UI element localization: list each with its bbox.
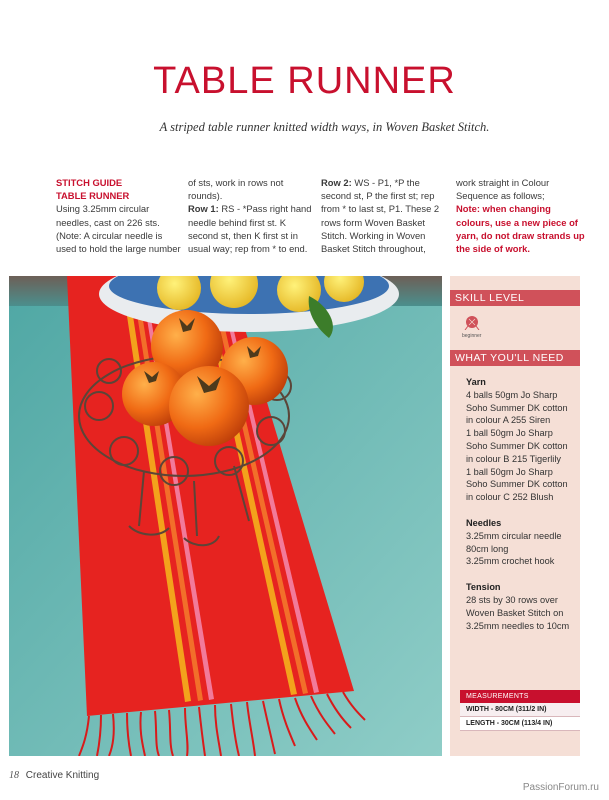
page-subtitle: A striped table runner knitted width ways, in Woven Basket Stitch. xyxy=(159,120,490,134)
row-2-text: WS - P1, *P the second st, P the first st; rep from * to last st, P1. These 2 rows form Woven Basket Stitch. Working in Woven Basket Stitch throughout, xyxy=(321,177,440,255)
row-1-instruction xyxy=(188,202,314,255)
stitch-guide-heading: STITCH GUIDE xyxy=(56,177,123,188)
needles-line: 3.25mm crochet hook xyxy=(466,556,555,567)
pattern-paragraph: of sts, work in rows not rounds). xyxy=(188,177,284,202)
colour-note: Note: when changing colours, use a new piece of yarn, do not draw strands up the side of work. xyxy=(456,203,585,255)
measurement-width: WIDTH - 80CM (311/2 IN) xyxy=(460,703,580,717)
measurement-length: LENGTH - 30CM (113/4 IN) xyxy=(460,717,580,731)
yarn-heading: Yarn xyxy=(466,377,486,387)
tension-line: Woven Basket Stitch on xyxy=(466,607,564,618)
yarn-line: in colour A 255 Siren xyxy=(466,415,551,426)
skill-level-heading: SKILL LEVEL xyxy=(450,290,580,306)
table-runner-heading: TABLE RUNNER xyxy=(56,190,130,202)
yarn-line: 1 ball 50gm Jo Sharp xyxy=(466,428,553,439)
table-runner-illustration xyxy=(9,276,442,756)
measurements-heading: MEASUREMENTS xyxy=(460,690,580,703)
tension-heading: Tension xyxy=(466,582,501,593)
needles-line: 80cm long xyxy=(466,543,509,554)
row-1-label: Row 1: xyxy=(188,203,219,215)
yarn-line: Soho Summer DK cotton xyxy=(466,440,568,451)
row-1-text: RS - *Pass right hand needle behind first st. K second st, then K first st in usual way; rep from * to end. xyxy=(188,203,312,255)
yarn-line: Soho Summer DK cotton xyxy=(466,402,568,413)
row-2-label: Row 2: xyxy=(321,177,352,188)
skill-level-value: beginner xyxy=(462,333,482,339)
what-you-need-heading: WHAT YOU'LL NEED xyxy=(450,350,580,366)
page-number: 18 xyxy=(9,770,19,781)
pattern-column-2 xyxy=(188,176,314,255)
yarn-line: Soho Summer DK cotton xyxy=(466,479,568,490)
pattern-column-4 xyxy=(456,176,586,255)
needles-heading: Needles xyxy=(466,517,502,528)
needles-line: 3.25mm circular needle xyxy=(466,530,562,541)
magazine-name: Creative Knitting xyxy=(25,770,100,781)
page-footer xyxy=(9,770,99,781)
page-title: TABLE RUNNER xyxy=(153,60,456,102)
sidebar-panel xyxy=(450,276,580,756)
measurements-box xyxy=(460,690,580,731)
pattern-paragraph: work straight in Colour Sequence as follows; xyxy=(456,177,550,202)
table-runner-photo xyxy=(9,276,442,756)
pattern-column-1 xyxy=(56,176,181,255)
watermark: PassionForum.ru xyxy=(522,782,599,793)
yarn-line: 1 ball 50gm Jo Sharp xyxy=(466,466,553,477)
yarn-ball-icon xyxy=(462,312,482,330)
row-2-instruction xyxy=(321,176,446,255)
pattern-paragraph: Using 3.25mm circular needles, cast on 226 sts. (Note: A circular needle is used to hold the large number xyxy=(56,203,181,255)
yarn-line: in colour B 215 Tigerlily xyxy=(466,453,561,464)
materials-list xyxy=(450,376,580,632)
pattern-column-3 xyxy=(321,176,446,255)
tension-line: 3.25mm needles to 10cm xyxy=(466,620,570,631)
yarn-line: in colour C 252 Blush xyxy=(466,492,554,503)
tension-line: 28 sts by 30 rows over xyxy=(466,594,558,605)
yarn-line: 4 balls 50gm Jo Sharp xyxy=(466,389,558,400)
